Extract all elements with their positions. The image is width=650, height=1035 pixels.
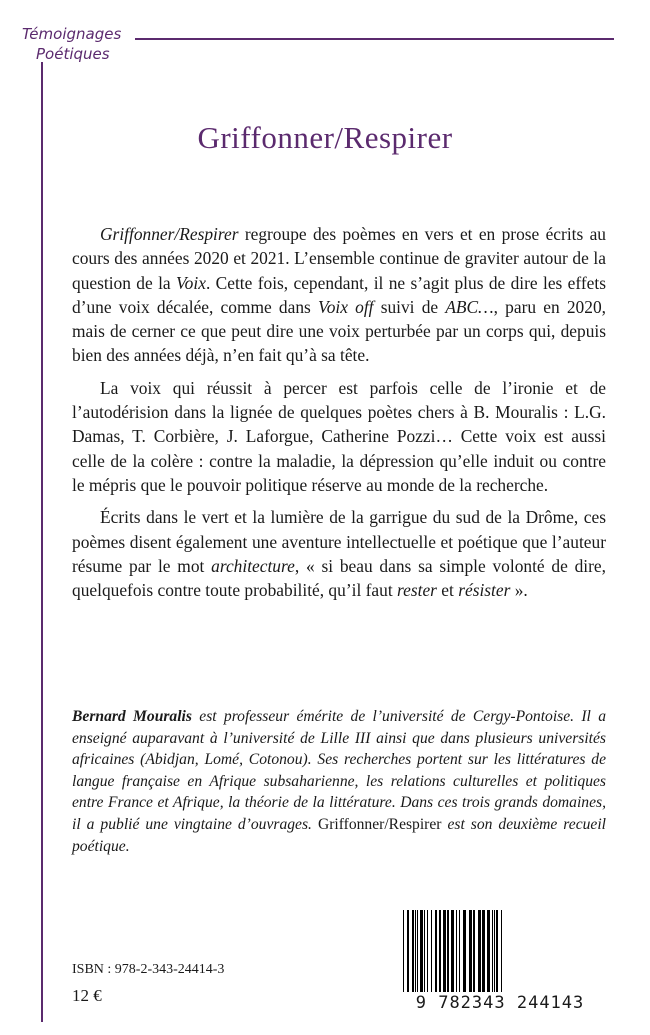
text-run: , « si beau dans sa simple volonté de dire, quelquefois contre toute probabilité, qu’il faut	[72, 555, 606, 601]
text-run: Griffonner/Respirer	[100, 224, 239, 244]
barcode-bar	[469, 910, 472, 992]
frame-left-rule	[41, 62, 43, 1022]
bio-book-title: Griffonner/Respirer	[317, 815, 442, 833]
barcode-bar	[478, 910, 481, 992]
collection-line-1: Témoignages	[22, 25, 122, 43]
barcode-bar	[412, 910, 414, 992]
text-run: et	[436, 580, 459, 601]
text-run: rester	[397, 580, 437, 601]
barcode-bar	[435, 910, 437, 992]
barcode-bars	[393, 906, 607, 992]
text-run: regroupe des poèmes en vers et en prose écrits au cours des années 2020 et 2021. L’ensemble continue de graviter autour de la question de la	[72, 224, 606, 293]
blurb	[72, 222, 606, 610]
frame-top-rule	[135, 38, 614, 40]
barcode-bar	[431, 910, 432, 992]
text-run: Voix off	[318, 296, 374, 317]
blurb-paragraph-1	[72, 222, 606, 368]
text-run: Voix	[175, 272, 206, 293]
barcode-bar	[456, 910, 457, 992]
barcode-bar	[463, 910, 466, 992]
barcode-bar	[501, 910, 502, 992]
bio-tail: est son deuxième recueil poétique.	[72, 815, 606, 855]
author-name: Bernard Mouralis	[72, 708, 192, 725]
barcode-bar	[439, 910, 441, 992]
text-run: La voix qui réussit à percer est parfois celle de l’ironie et de l’autodérision dans la lignée de quelques poètes chers à B. Mouralis : L.G. Damas, T. Corbière, J. Laforgue, Catherine Pozzi… Cette voix est aussi celle de la colère : contre la maladie, la dépression qu’elle induit ou contre le mépris que le pouvoir politique réserve au monde de la recherche.	[72, 377, 606, 495]
text-run: ABC…	[445, 296, 494, 317]
text-run: ».	[510, 580, 528, 601]
barcode-bar	[403, 910, 404, 992]
barcode-bar	[443, 910, 446, 992]
text-run: Écrits dans le vert et la lumière de la garrigue du sud de la Drôme, ces poèmes disent également une aventure intellectuelle et poétique que l’auteur résume par le mot	[72, 507, 606, 576]
blurb-paragraph-2	[72, 376, 606, 497]
text-run: , paru en 2020, mais de cerner ce que peut dire une voix perturbée par un corps qui, depuis bien des années déjà, n’en fait qu’à sa tête.	[72, 296, 606, 366]
text-run: suivi de	[373, 296, 446, 317]
book-title: Griffonner/Respirer	[197, 120, 453, 155]
bio-text: est professeur émérite de l’université de Cergy-Pontoise. Il a enseigné auparavant à l’université de Lille III ainsi que dans plusieurs universités africaines (Abidjan, Lomé, Cotonou). Ses recherches portent sur les littératures de langue française en Afrique subsaharienne, les relations culturelles et politiques entre France et Afrique, la théorie de la littérature. Dans ces trois grands domaines, il a publié une vingtaine d’ouvrages.	[72, 708, 606, 833]
barcode-bar	[492, 910, 493, 992]
barcode-bar	[415, 910, 416, 992]
barcode-bar	[473, 910, 475, 992]
text-run: . Cette fois, cependant, il ne s’agit plus de dire les effets d’une voix décalée, comme dans	[72, 272, 606, 317]
author-bio	[72, 706, 606, 857]
barcode-bar	[447, 910, 449, 992]
barcode-bar	[424, 910, 425, 992]
barcode-bar	[482, 910, 485, 992]
barcode-bar	[459, 910, 460, 992]
isbn: ISBN : 978-2-343-24414-3	[72, 962, 225, 977]
barcode-bar	[451, 910, 454, 992]
barcode-bar	[494, 910, 495, 992]
barcode-bar	[407, 910, 409, 992]
text-run: architecture	[211, 555, 295, 576]
price: 12 €	[72, 986, 102, 1005]
barcode-bar	[496, 910, 498, 992]
collection-name	[22, 24, 142, 64]
barcode-bar	[417, 910, 418, 992]
text-run: résister	[458, 580, 511, 601]
collection-line-2: Poétiques	[36, 45, 110, 63]
barcode-bar	[420, 910, 423, 992]
barcode-digits: 9 782343 244143	[415, 993, 585, 1013]
blurb-paragraph-3	[72, 505, 606, 602]
barcode-bar	[487, 910, 490, 992]
barcode-bar	[427, 910, 428, 992]
